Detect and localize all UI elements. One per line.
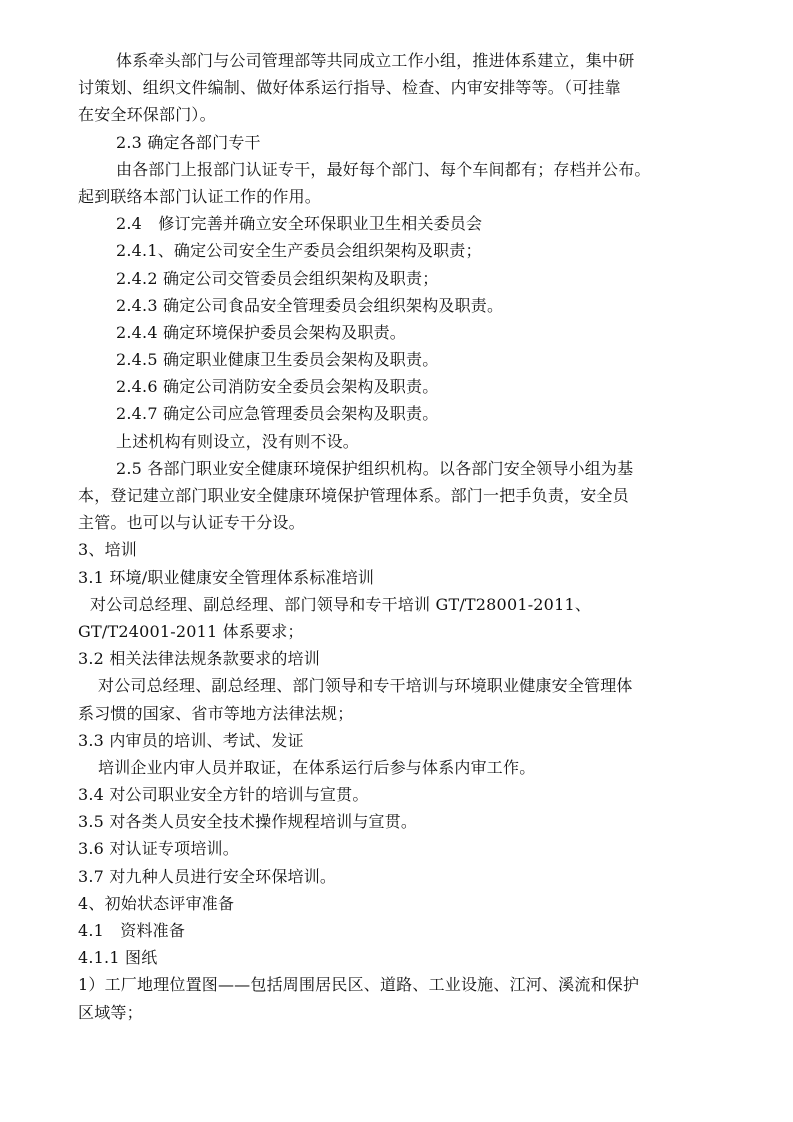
section-heading-4: 4、初始状态评审准备 xyxy=(78,893,235,913)
list-item: 1）工厂地理位置图——包括周围居民区、道路、工业设施、江河、溪流和保护 xyxy=(78,975,640,995)
section-heading-2-3: 2.3 确定各部门专干 xyxy=(116,132,261,152)
paragraph-line: GT/T24001-2011 体系要求； xyxy=(78,621,304,641)
paragraph-line: 讨策划、组织文件编制、做好体系运行指导、检查、内审安排等等。（可挂靠 xyxy=(78,78,621,98)
paragraph-line: 上述机构有则设立，没有则不设。 xyxy=(116,431,360,451)
paragraph-line: 本，登记建立部门职业安全健康环境保护管理体系。部门一把手负责，安全员 xyxy=(78,486,629,505)
list-item: 2.4.4 确定环境保护委员会架构及职责。 xyxy=(116,322,406,342)
section-heading-3-6: 3.6 对认证专项培训。 xyxy=(78,839,239,859)
section-heading-3-7: 3.7 对九种人员进行安全环保培训。 xyxy=(78,866,337,886)
section-heading-3-4: 3.4 对公司职业安全方针的培训与宣贯。 xyxy=(78,785,369,805)
list-item: 2.4.2 确定公司交管委员会组织架构及职责； xyxy=(116,268,439,288)
section-heading-3: 3、培训 xyxy=(78,540,137,560)
list-item: 2.4.1、确定公司安全生产委员会组织架构及职责； xyxy=(116,241,482,261)
paragraph-line: 起到联络本部门认证工作的作用。 xyxy=(78,186,322,206)
paragraph-line: 由各部门上报部门认证专干，最好每个部门、每个车间都有；存档并公布。 xyxy=(116,159,651,179)
section-heading-4-1-1: 4.1.1 图纸 xyxy=(78,948,158,968)
section-heading-3-2: 3.2 相关法律法规条款要求的培训 xyxy=(78,649,320,669)
section-heading-3-1: 3.1 环境/职业健康安全管理体系标准培训 xyxy=(78,567,375,587)
paragraph-line: 对公司总经理、副总经理、部门领导和专干培训与环境职业健康安全管理体 xyxy=(98,676,633,696)
paragraph-line: 培训企业内审人员并取证，在体系运行后参与体系内审工作。 xyxy=(98,757,536,777)
section-heading-2-4: 2.4 修订完善并确立安全环保职业卫生相关委员会 xyxy=(116,214,483,234)
paragraph-line: 区域等； xyxy=(78,1002,143,1022)
paragraph-line: 主管。也可以与认证专干分设。 xyxy=(78,513,305,533)
paragraph-line: 在安全环保部门）。 xyxy=(78,105,216,125)
list-item: 2.4.3 确定公司食品安全管理委员会组织架构及职责。 xyxy=(116,295,504,315)
section-heading-3-3: 3.3 内审员的培训、考试、发证 xyxy=(78,730,304,750)
section-heading-2-5: 2.5 各部门职业安全健康环境保护组织机构。以各部门安全领导小组为基 xyxy=(116,458,634,478)
paragraph-line: 体系牵头部门与公司管理部等共同成立工作小组，推进体系建立，集中研 xyxy=(116,51,635,70)
document-page xyxy=(78,47,728,1026)
paragraph-line: 系习惯的国家、省市等地方法律法规； xyxy=(78,703,354,723)
list-item: 2.4.5 确定职业健康卫生委员会架构及职责。 xyxy=(116,350,439,370)
list-item: 2.4.6 确定公司消防安全委员会架构及职责。 xyxy=(116,377,439,397)
list-item: 2.4.7 确定公司应急管理委员会架构及职责。 xyxy=(116,404,439,424)
paragraph-line: 对公司总经理、副总经理、部门领导和专干培训 GT/T28001-2011、 xyxy=(90,594,592,614)
section-heading-3-5: 3.5 对各类人员安全技术操作规程培训与宣贯。 xyxy=(78,812,418,832)
section-heading-4-1: 4.1 资料准备 xyxy=(78,921,186,940)
